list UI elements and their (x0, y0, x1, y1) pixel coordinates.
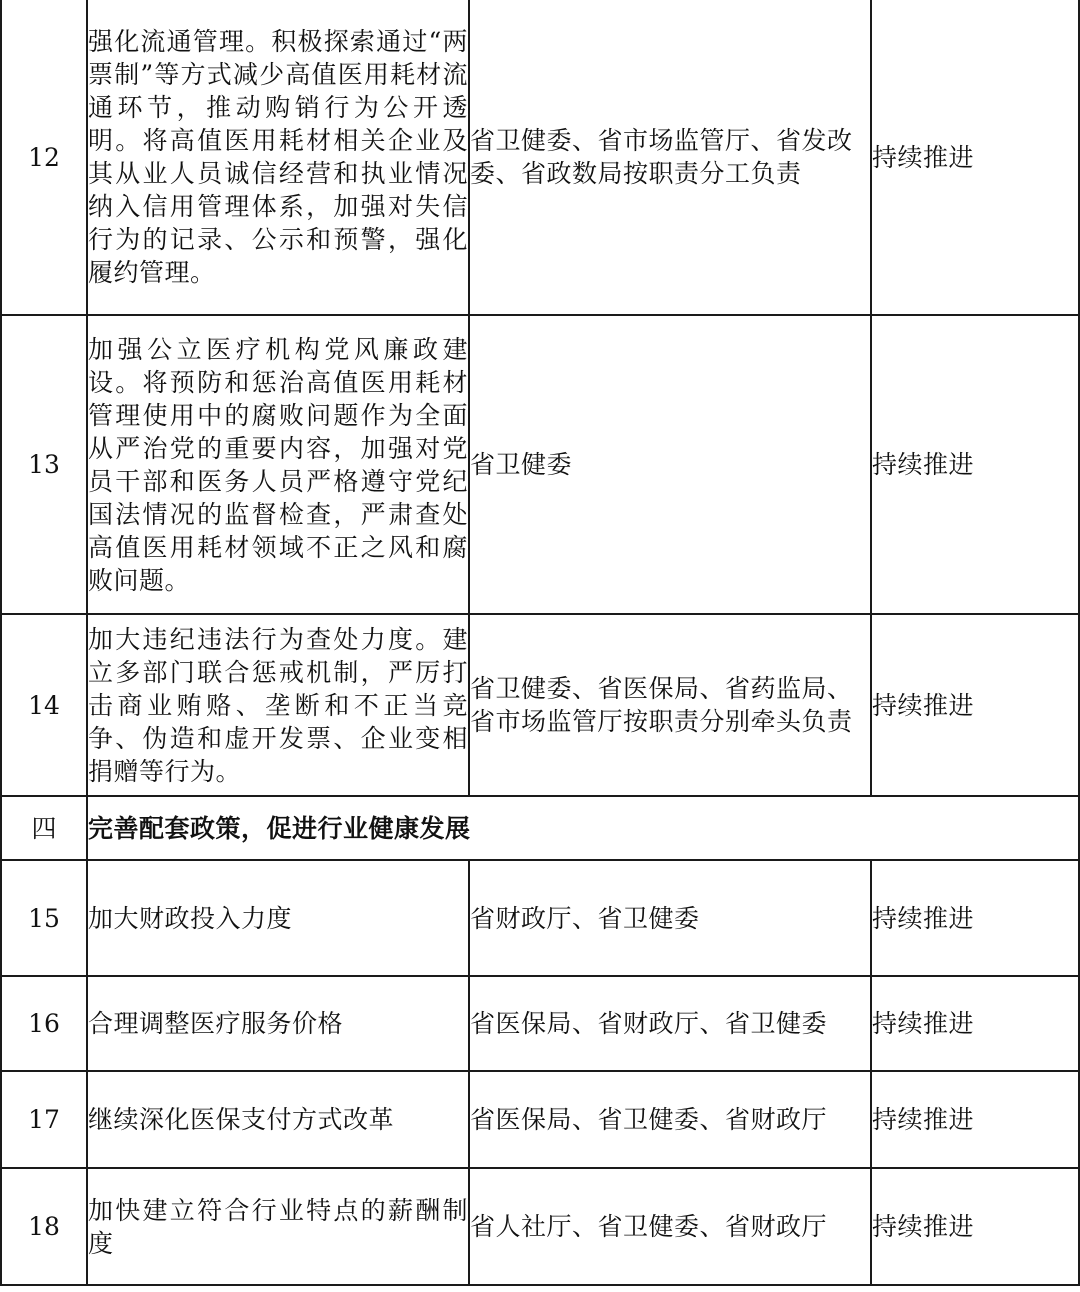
row-number: 14 (1, 614, 87, 796)
task-description: 加快建立符合行业特点的薪酬制度 (87, 1168, 469, 1285)
table-row (1, 976, 1079, 1071)
responsible-departments: 省医保局、省卫健委、省财政厅 (469, 1071, 871, 1168)
table-row (1, 860, 1079, 976)
completion-status: 持续推进 (871, 0, 1079, 315)
row-number: 15 (1, 860, 87, 976)
row-number: 12 (1, 0, 87, 315)
responsible-departments: 省财政厅、省卫健委 (469, 860, 871, 976)
section-title: 完善配套政策，促进行业健康发展 (87, 796, 1079, 860)
table-row (1, 0, 1079, 315)
task-description: 强化流通管理。积极探索通过“两票制”等方式减少高值医用耗材流通环节，推动购销行为公开透明。将高值医用耗材相关企业及其从业人员诚信经营和执业情况纳入信用管理体系，加强对失信行为的记录、公示和预警，强化履约管理。 (87, 0, 469, 315)
row-number: 18 (1, 1168, 87, 1285)
row-number: 13 (1, 315, 87, 614)
responsible-departments: 省人社厅、省卫健委、省财政厅 (469, 1168, 871, 1285)
responsible-departments: 省卫健委、省医保局、省药监局、省市场监管厅按职责分别牵头负责 (469, 614, 871, 796)
table-row (1, 1168, 1079, 1285)
task-description: 合理调整医疗服务价格 (87, 976, 469, 1071)
responsible-departments: 省卫健委、省市场监管厅、省发改委、省政数局按职责分工负责 (469, 0, 871, 315)
completion-status: 持续推进 (871, 860, 1079, 976)
section-header-row (1, 796, 1079, 860)
completion-status: 持续推进 (871, 1168, 1079, 1285)
table-row (1, 614, 1079, 796)
completion-status: 持续推进 (871, 1071, 1079, 1168)
row-number: 16 (1, 976, 87, 1071)
completion-status: 持续推进 (871, 976, 1079, 1071)
table-row (1, 1071, 1079, 1168)
responsible-departments: 省医保局、省财政厅、省卫健委 (469, 976, 871, 1071)
section-number: 四 (1, 796, 87, 860)
task-description: 加强公立医疗机构党风廉政建设。将预防和惩治高值医用耗材管理使用中的腐败问题作为全面从严治党的重要内容，加强对党员干部和医务人员严格遵守党纪国法情况的监督检查，严肃查处高值医用耗材领域不正之风和腐败问题。 (87, 315, 469, 614)
completion-status: 持续推进 (871, 614, 1079, 796)
task-description: 加大财政投入力度 (87, 860, 469, 976)
completion-status: 持续推进 (871, 315, 1079, 614)
responsible-departments: 省卫健委 (469, 315, 871, 614)
table-row (1, 315, 1079, 614)
task-description: 加大违纪违法行为查处力度。建立多部门联合惩戒机制，严厉打击商业贿赂、垄断和不正当竞争、伪造和虚开发票、企业变相捐赠等行为。 (87, 614, 469, 796)
row-number: 17 (1, 1071, 87, 1168)
task-description: 继续深化医保支付方式改革 (87, 1071, 469, 1168)
